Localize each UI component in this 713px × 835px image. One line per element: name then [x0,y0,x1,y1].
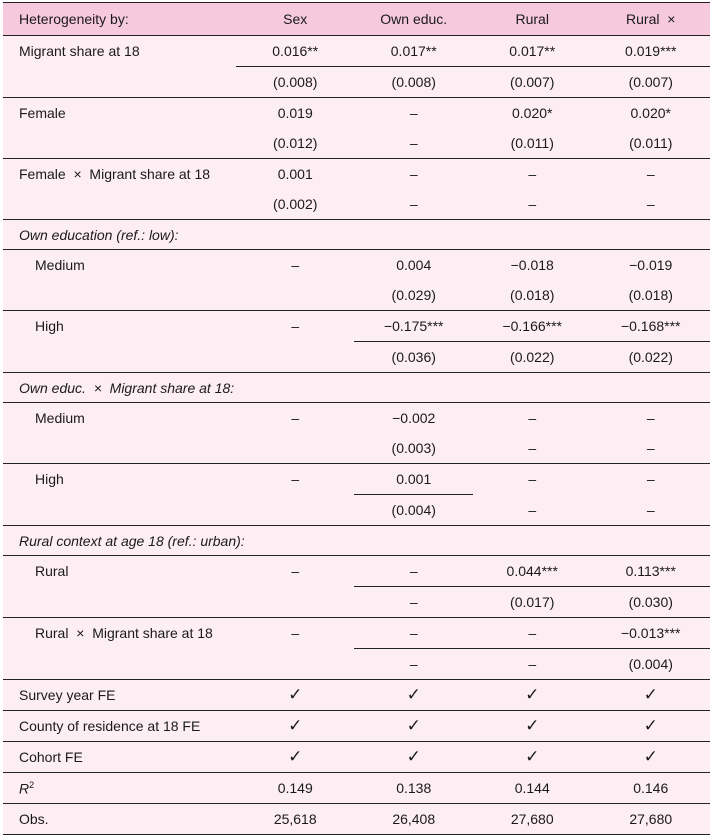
table-row [3,159,710,190]
table-row [3,649,710,680]
table-row [3,556,710,587]
coef-cell: – [473,403,592,434]
checkmark-icon: ✓ [354,742,473,773]
table-row [3,403,710,434]
obs-cell: 25,618 [236,804,355,835]
r2-row [3,773,710,804]
section-header-own-education: Own education (ref.: low): [3,220,710,250]
se-cell [236,342,355,373]
row-label: Migrant share at 18 [19,43,140,60]
row-label: Rural [3,556,236,587]
se-cell: – [528,501,537,518]
se-cell: (0.029) [391,287,436,303]
coef-cell: 0.019*** [591,36,710,67]
se-cell: – [528,440,537,456]
checkmark-icon: ✓ [354,711,473,742]
se-cell: – [646,501,655,518]
coef-cell: – [236,403,355,434]
fe-row [3,711,710,742]
coef-cell: 0.044*** [473,556,592,587]
se-cell: (0.004) [628,656,673,672]
se-cell: (0.002) [273,196,318,212]
coef-cell: – [473,159,592,190]
se-cell: (0.036) [391,349,436,365]
se-cell: – [528,656,537,672]
checkmark-icon: ✓ [591,742,710,773]
coef-cell: −0.013*** [591,618,710,649]
row-label: High [3,311,236,342]
se-cell: – [646,196,655,212]
coef-cell: 0.001 [354,464,473,495]
section-header-row [3,220,710,250]
se-cell: – [409,196,418,212]
se-cell: (0.011) [510,135,554,151]
se-cell: – [528,196,537,212]
coef-cell: – [236,556,355,587]
checkmark-icon: ✓ [473,711,592,742]
se-cell: (0.011) [629,135,673,151]
table-row [3,464,710,495]
r2-cell: 0.138 [354,773,473,804]
coef-cell: −0.168*** [591,311,710,342]
coef-cell: 0.017** [354,36,473,67]
r2-label: $R^2$ [3,773,236,804]
row-label: Medium [3,403,236,434]
section-header-educ-interaction: Own educ. × Migrant share at 18: [3,373,710,403]
se-cell [236,587,355,618]
se-cell: – [409,594,418,610]
se-cell: – [409,656,418,672]
coef-cell: 0.001 [236,159,355,190]
checkmark-icon: ✓ [591,680,710,711]
r2-cell: 0.149 [236,773,355,804]
table-row [3,250,710,281]
coef-cell: 0.004 [354,250,473,281]
se-cell: (0.030) [628,594,673,610]
coef-cell: – [591,464,710,495]
coef-cell: −0.166*** [473,311,592,342]
coef-cell: – [236,250,355,281]
checkmark-icon: ✓ [236,742,355,773]
checkmark-icon: ✓ [473,742,592,773]
table-row [3,280,710,311]
regression-table [3,2,710,835]
se-cell: (0.008) [391,74,436,90]
coef-cell: 0.113*** [591,556,710,587]
checkmark-icon: ✓ [591,711,710,742]
checkmark-icon: ✓ [473,680,592,711]
coef-cell: – [591,159,710,190]
section-header-rural: Rural context at age 18 (ref.: urban): [3,526,710,556]
coef-cell: – [354,159,473,190]
table-header-row [3,3,710,36]
section-header-row [3,373,710,403]
table-row [3,311,710,342]
fe-row [3,742,710,773]
table-row [3,67,710,98]
se-cell: (0.018) [510,287,555,303]
section-header-row [3,526,710,556]
table-row [3,128,710,159]
se-cell: – [409,135,418,151]
coef-cell: – [354,556,473,587]
coef-cell: −0.175*** [354,311,473,342]
coef-cell: 0.019 [236,98,355,129]
se-cell [236,433,355,464]
row-label: Obs. [3,804,236,835]
se-cell: (0.007) [628,74,673,90]
coef-cell: 0.020* [591,98,710,129]
se-cell: (0.012) [273,135,318,151]
table-row [3,98,710,129]
coef-cell: 0.017** [473,36,592,67]
coef-cell: – [236,618,355,649]
coef-cell: 0.020* [473,98,592,129]
se-cell: (0.007) [510,74,555,90]
col-header-sex: Sex [236,3,355,36]
col-header-rural: Rural [473,3,592,36]
table-row [3,433,710,464]
coef-cell: – [236,464,355,495]
table-row [3,189,710,220]
coef-cell: – [236,311,355,342]
row-label: Rural × Migrant share at 18 [3,618,236,649]
se-cell: (0.003) [391,440,436,456]
fe-row [3,680,710,711]
obs-row [3,804,710,835]
coef-cell: – [354,98,473,129]
coef-cell: −0.018 [473,250,592,281]
checkmark-icon: ✓ [354,680,473,711]
coef-cell: – [473,618,592,649]
col-header-own-educ: Own educ. [354,3,473,36]
table-row [3,342,710,373]
row-label: High [3,464,236,495]
row-label: Female × Migrant share at 18 [3,159,236,190]
header-label: Heterogeneity by: [3,3,236,36]
se-cell: (0.018) [628,287,673,303]
row-label: Survey year FE [3,680,236,711]
obs-cell: 27,680 [473,804,592,835]
se-cell [236,495,355,526]
table-row [3,495,710,526]
row-label: Cohort FE [3,742,236,773]
table-row [3,587,710,618]
table-row [3,36,710,67]
checkmark-icon: ✓ [236,680,355,711]
r2-cell: 0.146 [591,773,710,804]
se-cell [236,649,355,680]
col-header-rural-x: Rural × [591,3,710,36]
se-cell: (0.008) [273,74,318,90]
row-label: Female [3,98,236,129]
se-cell [236,280,355,311]
coef-cell: −0.002 [354,403,473,434]
coef-cell: – [473,464,592,495]
se-cell: (0.004) [391,502,436,518]
table-row [3,618,710,649]
obs-cell: 27,680 [591,804,710,835]
row-label: Medium [3,250,236,281]
row-label: County of residence at 18 FE [3,711,236,742]
se-cell: (0.017) [510,594,555,610]
obs-cell: 26,408 [354,804,473,835]
se-cell: – [646,440,655,456]
coef-cell: 0.016** [236,36,355,67]
checkmark-icon: ✓ [236,711,355,742]
se-cell: (0.022) [628,349,673,365]
r2-cell: 0.144 [473,773,592,804]
coef-cell: −0.019 [591,250,710,281]
coef-cell: – [591,403,710,434]
coef-cell: – [354,618,473,649]
se-cell: (0.022) [510,349,555,365]
